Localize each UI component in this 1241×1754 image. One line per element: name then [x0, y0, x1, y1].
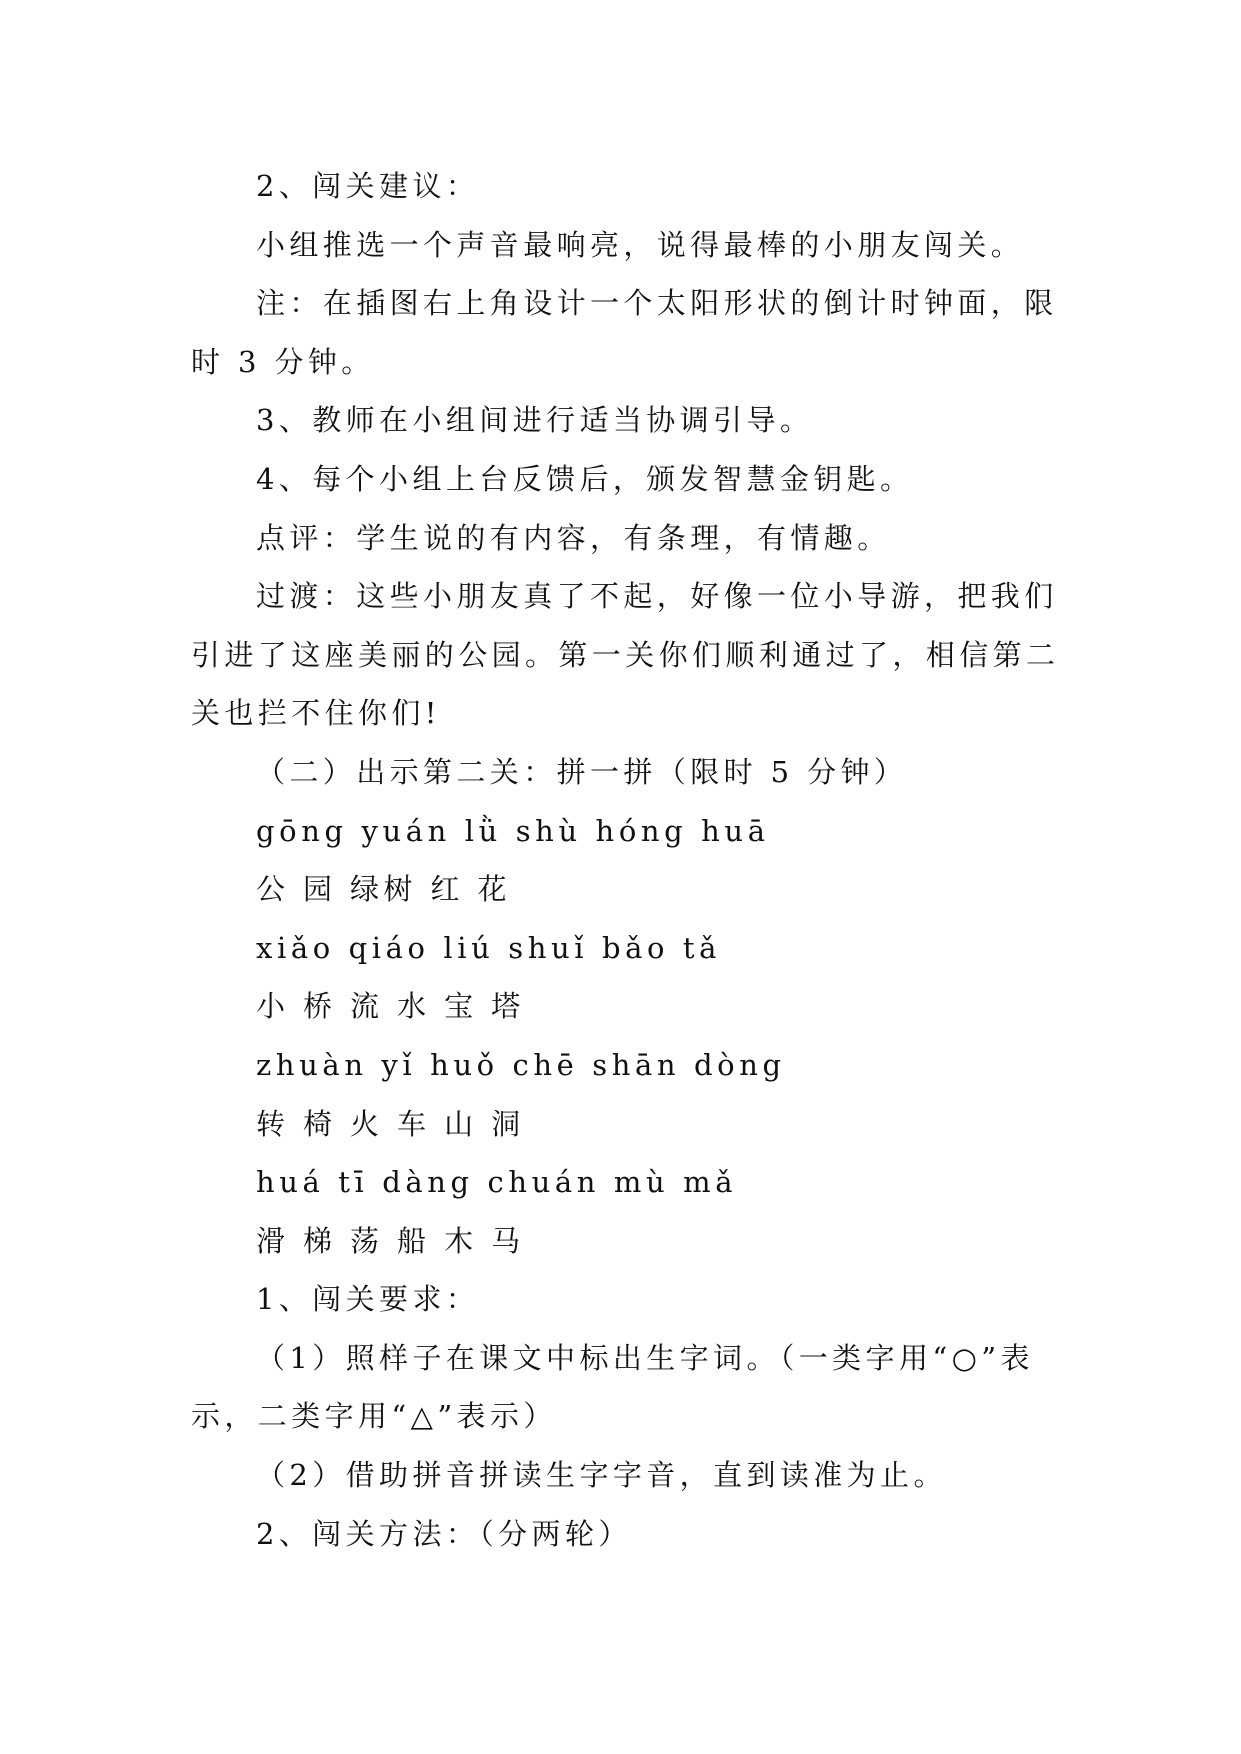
- hanzi-line: 转 椅 火 车 山 洞: [256, 1106, 525, 1141]
- comment-line: 点评：学生说的有内容，有条理，有情趣。: [256, 520, 891, 555]
- requirement-line-continued: 示，二类字用“△”表示）: [191, 1399, 557, 1434]
- document-body: [0, 157, 1241, 1563]
- section-heading-line: （二）出示第二关：拼一拼（限时 5 分钟）: [256, 754, 908, 789]
- section-heading-line: 2、闯关建议：: [256, 169, 480, 203]
- paragraph-line: 3、教师在小组间进行适当协调引导。: [256, 403, 814, 438]
- pinyin-line: gōng yuán lǜ shù hóng huā: [256, 813, 770, 848]
- hanzi-line: 小 桥 流 水 宝 塔: [256, 989, 525, 1024]
- requirement-line: （1）照样子在课文中标出生字词。（一类字用“○”表: [256, 1340, 1034, 1375]
- pinyin-line: huá tī dàng chuán mù mǎ: [256, 1165, 738, 1200]
- section-heading-line: 1、闯关要求：: [256, 1282, 480, 1317]
- hanzi-line: 公 园 绿树 红 花: [256, 872, 511, 907]
- hanzi-line: 滑 梯 荡 船 木 马: [256, 1223, 525, 1258]
- pinyin-line: zhuàn yǐ huǒ chē shān dòng: [256, 1047, 786, 1082]
- transition-line-continued: 关也拦不住你们!: [191, 696, 441, 731]
- paragraph-line: 4、每个小组上台反馈后，颁发智慧金钥匙。: [256, 461, 914, 496]
- transition-line: 过渡：这些小朋友真了不起，好像一位小导游，把我们: [256, 579, 1058, 614]
- requirement-line: （2）借助拼音拼读生字字音，直到读准为止。: [256, 1458, 947, 1493]
- section-heading-line: 2、闯关方法：（分两轮）: [256, 1516, 632, 1551]
- note-line-continued: 时 3 分钟。: [191, 344, 375, 379]
- pinyin-line: xiǎo qiáo liú shuǐ bǎo tǎ: [256, 930, 722, 965]
- note-line: 注：在插图右上角设计一个太阳形状的倒计时钟面，限: [256, 286, 1058, 321]
- transition-line-continued: 引进了这座美丽的公园。第一关你们顺利通过了，相信第二: [191, 637, 1060, 672]
- paragraph-line: 小组推选一个声音最响亮，说得最棒的小朋友闯关。: [256, 227, 1025, 262]
